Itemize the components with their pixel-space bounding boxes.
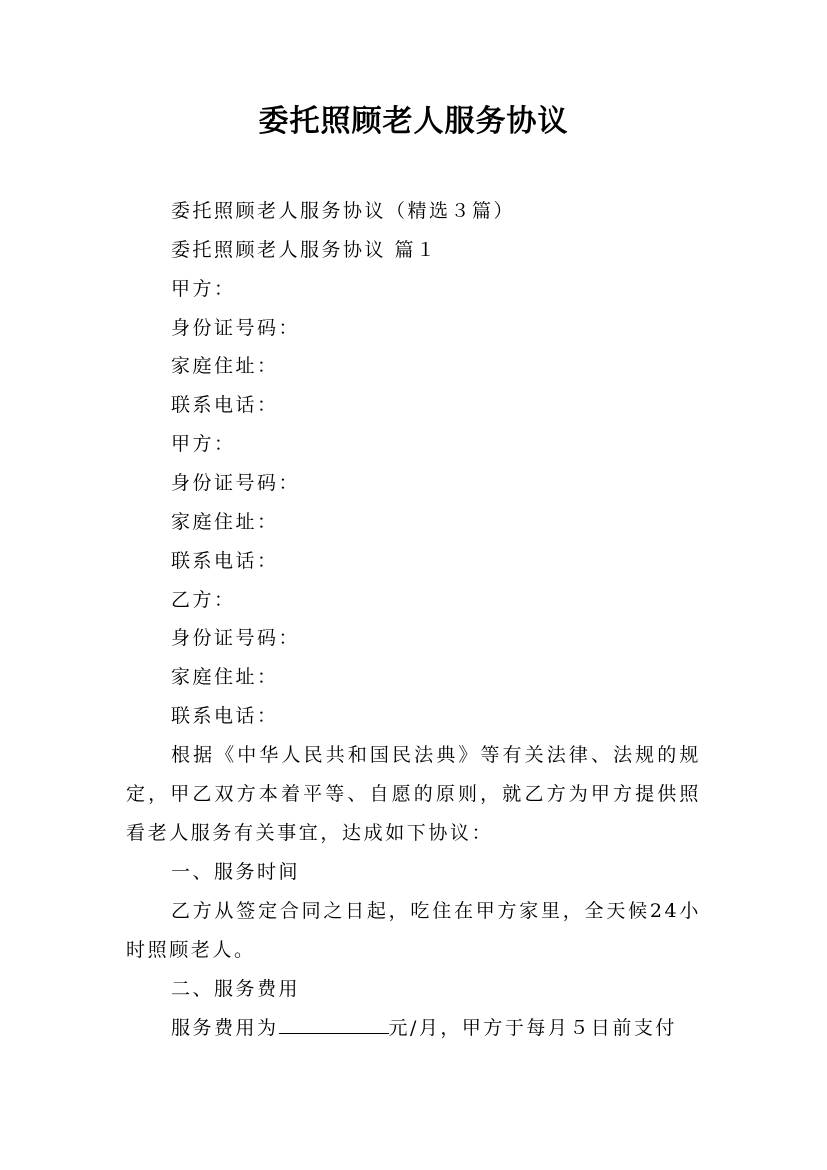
fee-amount-blank xyxy=(279,1015,389,1034)
party-a2-id-label: 身份证号码： xyxy=(171,472,301,494)
party-b-name-label: 乙方： xyxy=(171,589,236,611)
party-a2-name-label: 甲方： xyxy=(171,433,236,455)
party-a2-address-label: 家庭住址： xyxy=(171,511,279,533)
document-title: 委托照顾老人服务协议 xyxy=(258,104,569,139)
section-1-paragraph: 乙方从签定合同之日起，吃住在甲方家里，全天候24小时照顾老人。 xyxy=(126,900,701,961)
section-2-text-after: 元/月，甲方于每月５日前支付 xyxy=(388,1017,677,1039)
party-a-phone-label: 联系电话： xyxy=(171,394,279,416)
section-2-text-before: 服务费用为 xyxy=(171,1017,279,1039)
section-2-paragraph xyxy=(171,1009,677,1047)
party-a-id-label: 身份证号码： xyxy=(171,317,301,339)
document-subtitle: 委托照顾老人服务协议（精选３篇） xyxy=(171,200,516,222)
section-2-heading: 二、服务费用 xyxy=(171,978,301,1000)
party-a-name-label: 甲方： xyxy=(171,278,236,300)
preamble-paragraph: 根据《中华人民共和国民法典》等有关法律、法规的规定，甲乙双方本着平等、自愿的原则，就乙方为甲方提供照看老人服务有关事宜，达成如下协议： xyxy=(126,744,701,844)
party-b-address-label: 家庭住址： xyxy=(171,666,279,688)
section-1-heading: 一、服务时间 xyxy=(171,861,301,883)
party-b-id-label: 身份证号码： xyxy=(171,627,301,649)
part-heading: 委托照顾老人服务协议 篇１ xyxy=(171,239,438,261)
party-a-address-label: 家庭住址： xyxy=(171,355,279,377)
party-a2-phone-label: 联系电话： xyxy=(171,550,279,572)
party-b-phone-label: 联系电话： xyxy=(171,705,279,727)
